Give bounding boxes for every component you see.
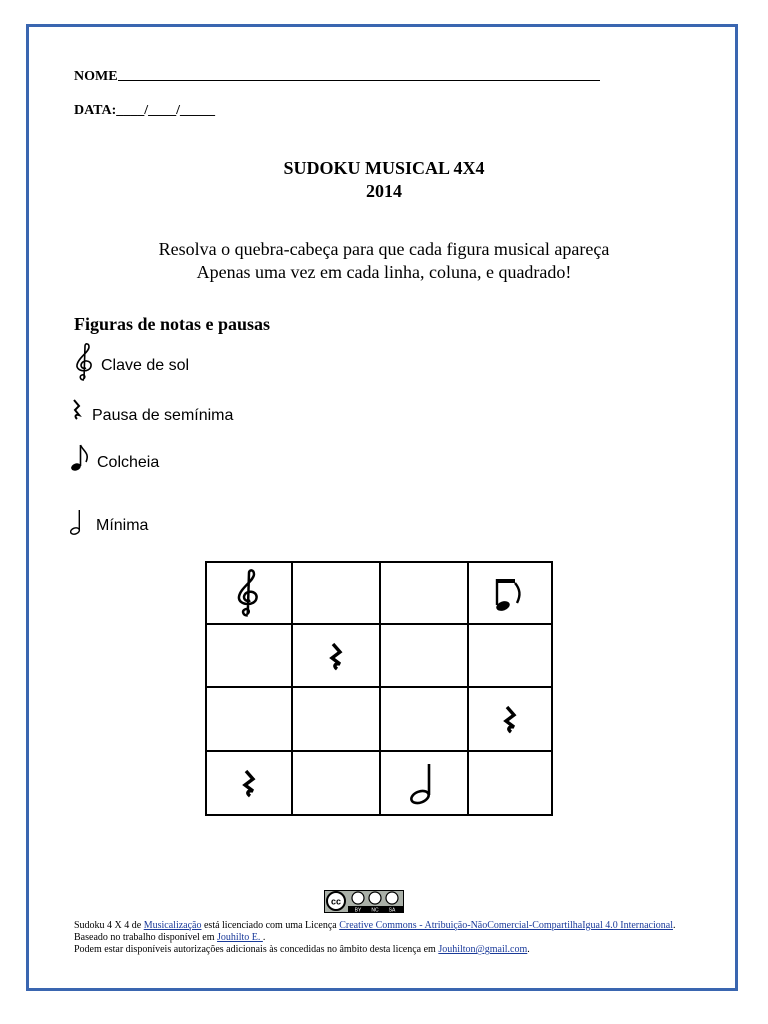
instructions-line-1: Resolva o quebra-cabeça para que cada figura musical apareça [158, 239, 610, 259]
license-line-2 [74, 932, 734, 944]
license-footer [74, 920, 734, 956]
treble-clef-icon [229, 568, 269, 618]
musicalizacao-link[interactable]: Musicalização [143, 920, 202, 931]
page-title: SUDOKU MUSICAL 4X4 [283, 158, 485, 178]
quarter-rest-icon [70, 398, 84, 420]
license-line-3 [74, 944, 734, 956]
license-text: está licenciado com uma Licença [201, 920, 340, 931]
date-field[interactable] [74, 103, 215, 119]
grid-cell[interactable] [468, 687, 552, 751]
grid-cell[interactable] [206, 562, 292, 624]
date-label: DATA:____/____/_____ [74, 103, 216, 118]
license-text: Podem estar disponíveis autorizações adicionais às concedidas no âmbito desta licença em [74, 944, 439, 955]
svg-text:cc: cc [330, 896, 342, 907]
grid-cell[interactable] [292, 751, 380, 815]
name-blank-line [118, 80, 600, 81]
grid-row [206, 562, 552, 624]
svg-text:NC: NC [371, 907, 379, 913]
grid-cell[interactable] [206, 624, 292, 687]
legend-item-quarter-rest [70, 398, 84, 425]
grid-cell[interactable] [292, 687, 380, 751]
legend-item-treble-clef [70, 342, 100, 387]
license-line-1 [74, 920, 734, 932]
creative-commons-link[interactable]: Creative Commons - Atribuição-NãoComercial-CompartilhaIgual 4.0 Internacional [339, 920, 673, 931]
treble-clef-icon [70, 342, 100, 382]
instructions [0, 238, 768, 284]
legend-label-quarter-rest: Pausa de semínima [92, 407, 234, 424]
author-link[interactable]: Jouhilto E. [217, 932, 263, 943]
license-text: Baseado no trabalho disponível em [74, 932, 218, 943]
instructions-line-2: Apenas uma vez em cada linha, coluna, e quadrado! [196, 262, 572, 282]
eighth-note-icon [493, 573, 527, 613]
license-text: . [262, 932, 266, 943]
legend-item-eighth-note [70, 443, 92, 478]
grid-cell[interactable] [206, 687, 292, 751]
legend-item-half-note [70, 508, 86, 541]
grid-cell[interactable] [380, 624, 468, 687]
name-label: NOME [74, 69, 118, 84]
half-note-icon [407, 761, 441, 805]
grid-cell[interactable] [292, 624, 380, 687]
svg-text:SA: SA [388, 907, 396, 913]
cc-badge[interactable] [324, 890, 404, 913]
legend-label-half-note: Mínima [96, 517, 149, 534]
quarter-rest-icon [326, 641, 346, 671]
half-note-icon [70, 508, 86, 536]
license-text: Sudoku 4 X 4 de [74, 920, 144, 931]
grid-cell[interactable] [206, 751, 292, 815]
cc-by-nc-sa-icon [324, 890, 404, 913]
legend-label-eighth-note: Colcheia [97, 454, 160, 471]
eighth-note-icon [70, 443, 92, 473]
legend-heading: Figuras de notas e pausas [74, 314, 271, 334]
grid-cell[interactable] [468, 624, 552, 687]
grid-row [206, 624, 552, 687]
grid-cell[interactable] [380, 562, 468, 624]
grid-row [206, 687, 552, 751]
grid-cell[interactable] [292, 562, 380, 624]
page-year: 2014 [366, 181, 402, 201]
license-text: . [527, 944, 530, 955]
grid-row [206, 751, 552, 815]
name-field[interactable] [74, 69, 600, 85]
quarter-rest-icon [239, 768, 259, 798]
sudoku-grid [205, 561, 553, 816]
grid-cell[interactable] [468, 751, 552, 815]
license-text: . [673, 920, 676, 931]
grid-cell[interactable] [468, 562, 552, 624]
quarter-rest-icon [500, 704, 520, 734]
grid-cell[interactable] [380, 687, 468, 751]
legend-label-treble-clef: Clave de sol [101, 357, 190, 374]
grid-cell[interactable] [380, 751, 468, 815]
svg-text:BY: BY [354, 907, 362, 913]
email-link[interactable]: Jouhilton@gmail.com [438, 944, 528, 955]
